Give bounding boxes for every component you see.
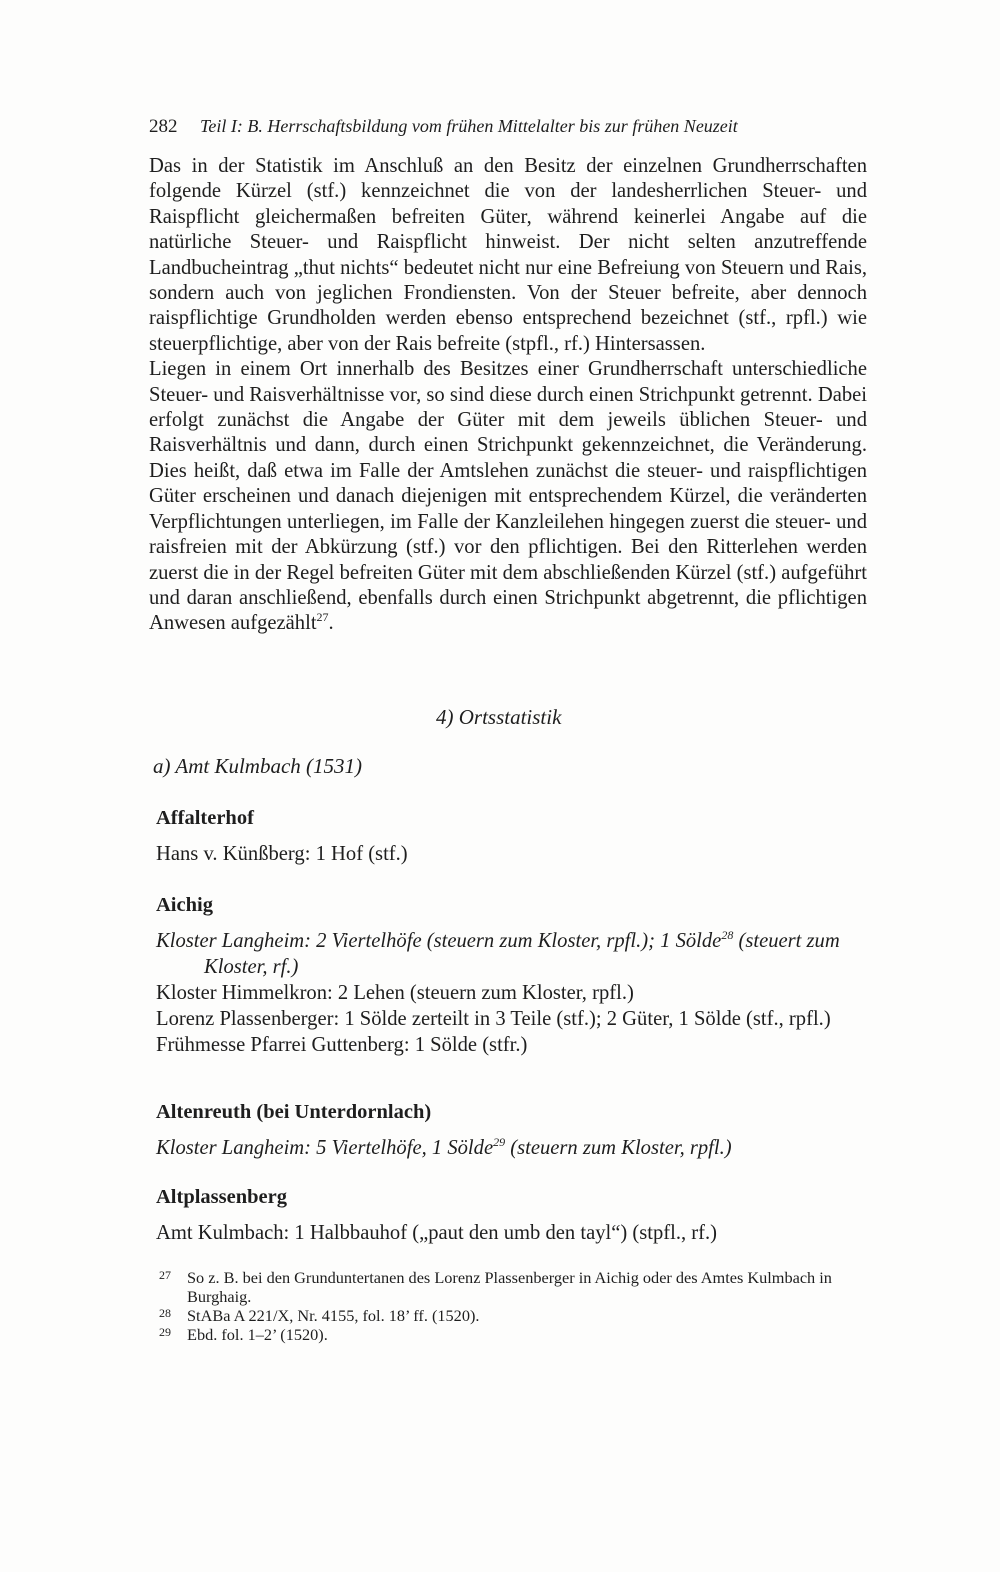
holding-line: Lorenz Plassenberger: 1 Sölde zerteilt in 3 Teile (stf.); 2 Güter, 1 Sölde (stf., rpfl.)	[156, 1008, 831, 1030]
place-entry	[156, 805, 868, 867]
paragraph	[149, 357, 867, 636]
place-entry	[156, 1099, 868, 1161]
holding-text: (steuert zum Kloster, rf.)	[204, 930, 840, 978]
holding-line: Amt Kulmbach: 1 Halbbauhof („paut den umb den tayl“) (stpfl., rf.)	[156, 1222, 718, 1244]
holding-line: Kloster Himmelkron: 2 Lehen (steuern zum Kloster, rpfl.)	[156, 982, 634, 1004]
holding-line: Frühmesse Pfarrei Guttenberg: 1 Sölde (stfr.)	[156, 1034, 528, 1056]
footnote-ref: 29	[493, 1135, 506, 1150]
footnote-number: 29	[159, 1325, 171, 1339]
footnote-ref: 28	[721, 928, 734, 943]
holding-line: Hans v. Künßberg: 1 Hof (stf.)	[156, 843, 408, 865]
footnote-text: StABa A 221/X, Nr. 4155, fol. 18’ ff. (1520).	[187, 1306, 480, 1325]
holding-text: (steuern zum Kloster, rpfl.)	[505, 1137, 732, 1159]
footnote-ref: 27	[316, 610, 329, 625]
paragraph-end: .	[328, 612, 334, 635]
footnote-text: Ebd. fol. 1–2’ (1520).	[187, 1325, 328, 1344]
footnote	[159, 1325, 864, 1344]
page-number: 282	[149, 116, 178, 137]
footnote	[159, 1306, 864, 1325]
section-heading: 4) Ortsstatistik	[436, 705, 562, 729]
footnote-number: 27	[159, 1268, 171, 1282]
place-name: Altenreuth (bei Unterdornlach)	[156, 1101, 432, 1123]
running-header	[149, 116, 869, 138]
running-title: Teil I: B. Herrschaftsbildung vom frühen Mittelalter bis zur frühen Neuzeit	[200, 116, 738, 136]
place-entry	[156, 892, 868, 1058]
holding-text: Kloster Langheim: 5 Viertelhöfe, 1 Sölde	[156, 1137, 494, 1159]
footnote	[159, 1268, 864, 1306]
holding-line	[156, 1135, 868, 1161]
body-text	[149, 154, 867, 637]
footnote-text: So z. B. bei den Grunduntertanen des Lorenz Plassenberger in Aichig oder des Amtes Kulmbach in Burghaig.	[187, 1268, 832, 1306]
paragraph: Das in der Statistik im Anschluß an den Besitz der einzelnen Grundherrschaften folgende Kürzel (stf.) kennzeichnet die von der landesherrlichen Steuer- und Raispflicht gleichermaßen befreiten Güter, während keinerlei Angabe auf die natürliche Steuer- und Raispflicht hinweist. Der nicht selten anzutreffende Landbucheintrag „thut nichts“ bedeutet nicht nur eine Befreiung von Steuern und Rais, sondern auch von jeglichen Frondiensten. Von der Steuer befreite, aber dennoch raispflichtige Grundholden werden ebenso entsprechend bezeichnet (stf., rpfl.) wie steuerpflichtige, aber von der Rais befreite (stpfl., rf.) Hintersassen.	[149, 155, 867, 355]
place-name: Affalterhof	[156, 807, 254, 829]
place-name: Altplassenberg	[156, 1186, 287, 1208]
subsection-heading: a) Amt Kulmbach (1531)	[153, 754, 363, 778]
holding-text: Kloster Langheim: 2 Viertelhöfe (steuern zum Kloster, rpfl.); 1 Sölde	[156, 930, 722, 952]
holding-line	[156, 928, 868, 980]
footnote-number: 28	[159, 1306, 171, 1320]
paragraph-text: Liegen in einem Ort innerhalb des Besitzes einer Grundherrschaft unterschiedliche Steuer- und Raisverhältnisse vor, so sind diese durch einen Strichpunkt getrennt. Dabei erfolgt zunächst die Angabe der Güter mit dem jeweils üblichen Steuer- und Raisverhältnis und dann, durch einen Strichpunkt gekennzeichnet, die Veränderung. Dies heißt, daß etwa im Falle der Amtslehen zunächst die steuer- und raispflichtigen Güter erscheinen und danach diejenigen mit entsprechendem Kürzel, die veränderten Verpflichtungen unterliegen, im Falle der Kanzleilehen hingegen zuerst die steuer- und raisfreien mit der Abkürzung (stf.) vor den pflichtigen. Bei den Ritterlehen werden zuerst die in der Regel befreiten Güter mit dem abschließenden Kürzel (stf.) aufgeführt und daran anschließend, ebenfalls durch einen Strichpunkt abgetrennt, die pflichtigen Anwesen aufgezählt	[149, 358, 867, 635]
footnotes	[159, 1268, 864, 1344]
place-name: Aichig	[156, 894, 213, 916]
place-entry	[156, 1184, 868, 1246]
